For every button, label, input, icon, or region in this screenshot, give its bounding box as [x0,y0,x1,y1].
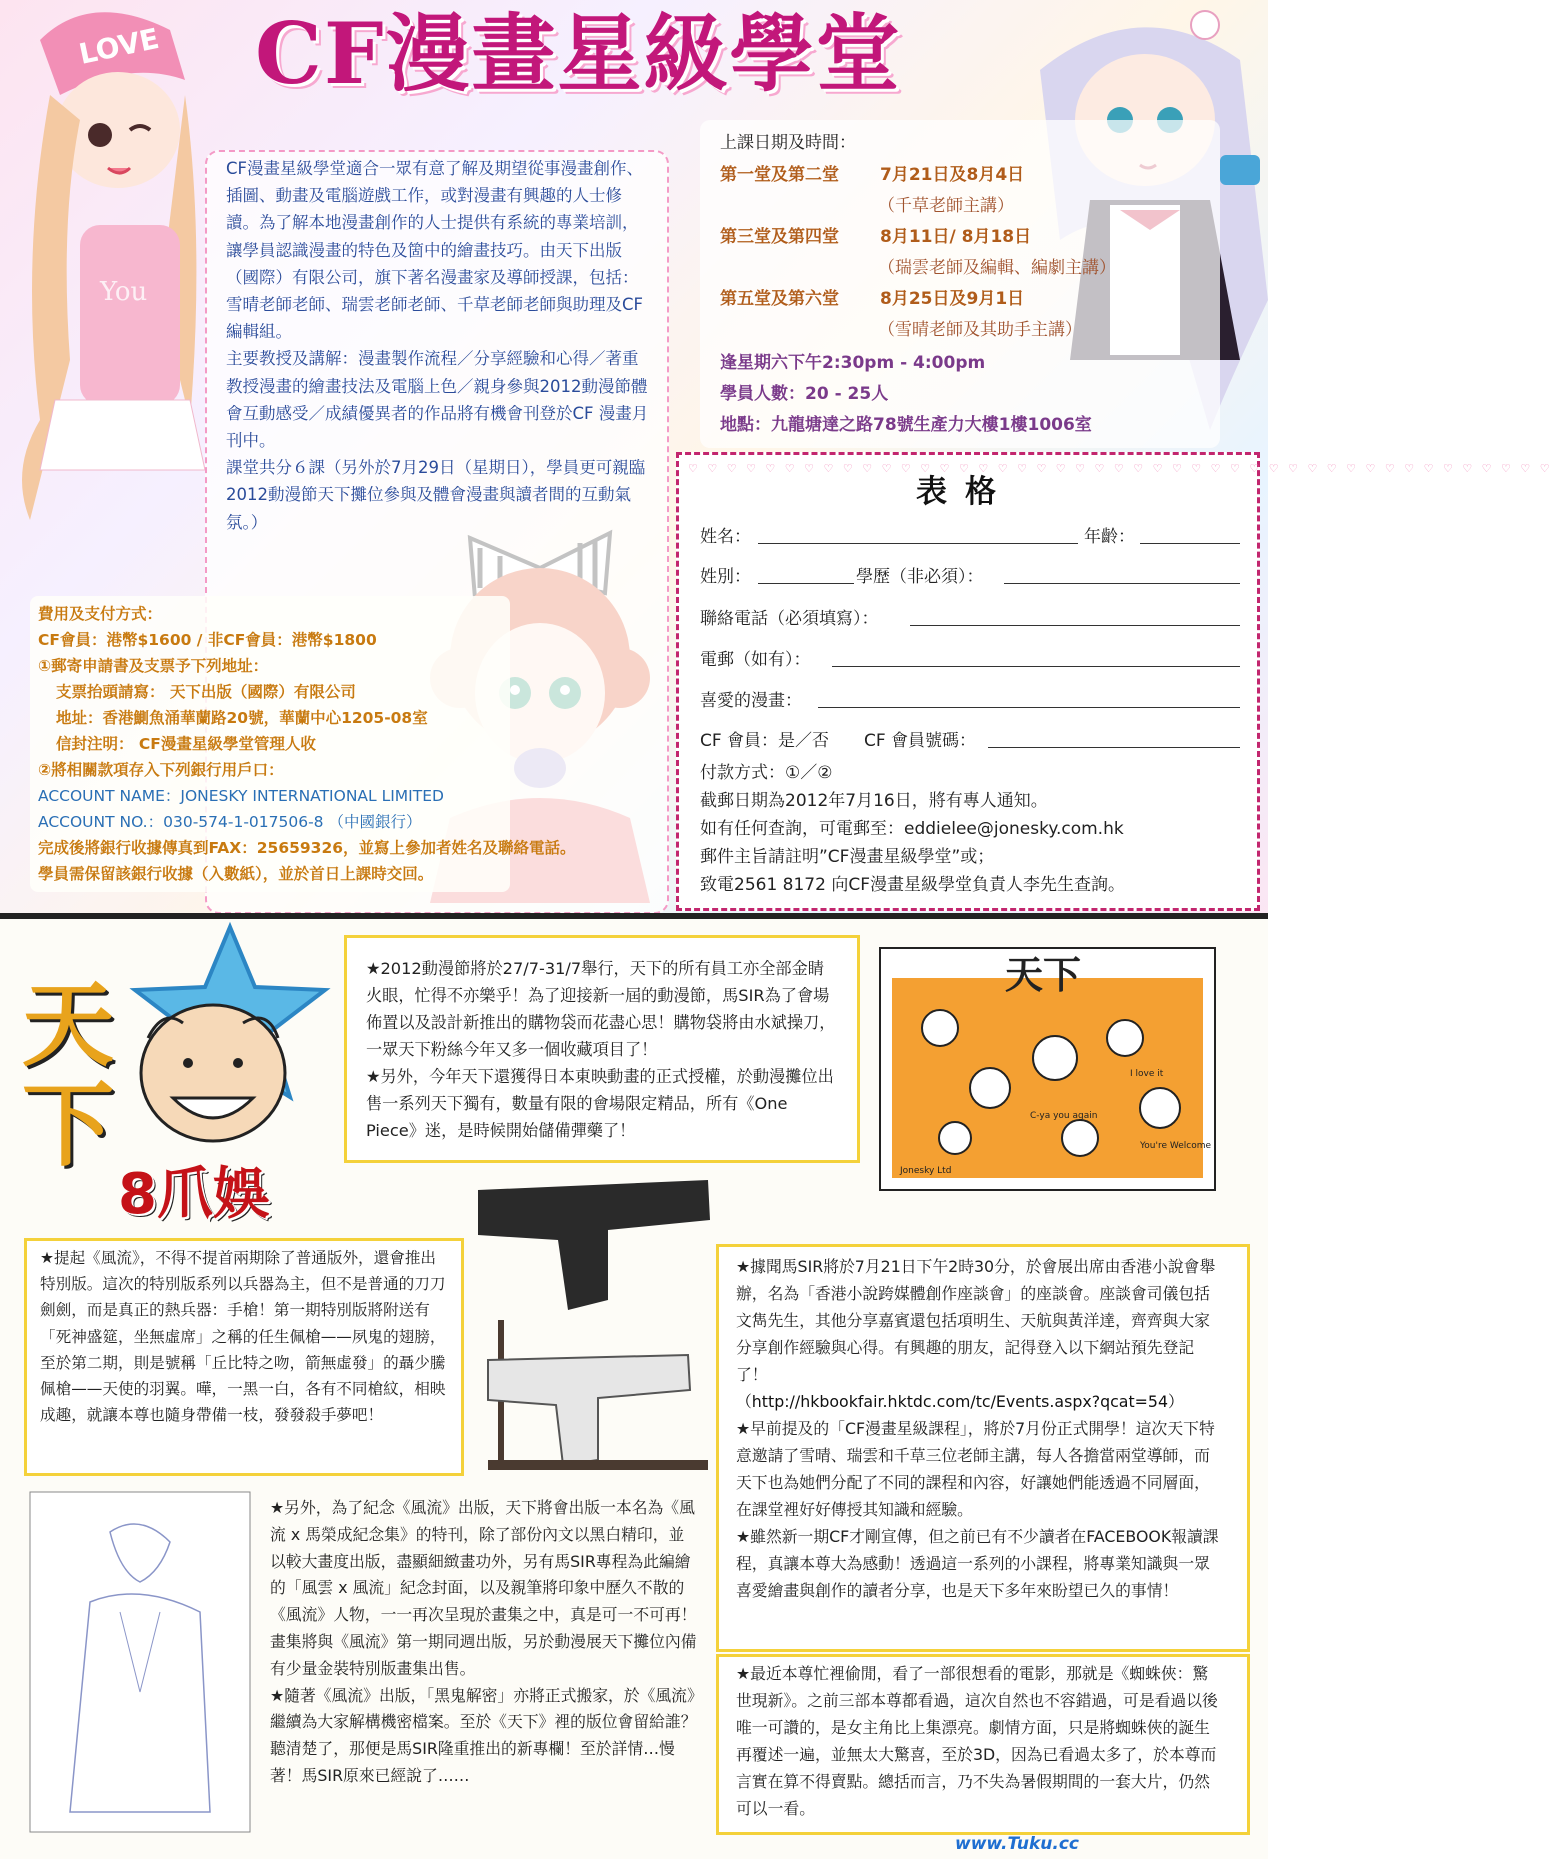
schedule-row-date: 7月21日及8月4日 [880,165,1025,185]
form-email-field[interactable] [832,666,1240,667]
svg-text:Jonesky Ltd: Jonesky Ltd [900,1166,952,1176]
schedule-row-label: 第一堂及第二堂 [720,165,839,185]
page-title: CF漫畫星級學堂 [255,4,902,103]
schedule-size: 學員人數：20 - 25人 [720,384,889,404]
form-member-label: CF 會員：是／否 [700,731,830,751]
form-phone-label: 聯絡電話（必須填寫）： [700,609,879,629]
schedule-time: 逢星期六下午2:30pm - 4:00pm [720,353,986,373]
form-education-field[interactable] [1004,583,1240,584]
schedule-row-label: 第五堂及第六堂 [720,289,839,309]
schedule-row-label: 第三堂及第四堂 [720,227,839,247]
character-sketch-illustration [30,1492,250,1832]
svg-text:I love it: I love it [1130,1069,1164,1079]
form-name-label: 姓名： [700,527,751,547]
schedule-row-note: （瑞雲老師及編輯、編劇主講） [878,258,1116,278]
form-subject: 郵件主旨請註明”CF漫畫星級學堂”或； [700,847,995,867]
intro-paragraph: 課堂共分６課（另外於7月29日（星期日），學員更可親臨2012動漫節天下攤位參與及體會漫畫與讀者間的互動氣氛。） [226,458,646,532]
eight-claw-logo: 8爪娛 [118,1162,269,1227]
news-text-5: ★最近本尊忙裡偷閒，看了一部很想看的電影，那就是《蜘蛛俠：驚世現新》。之前三部本尊都看過，這次自然也不容錯過，可是看過以後唯一可讚的，是女主角比上集漂亮。劇情方面，只是將蜘蛛俠的誕生再覆述一遍，並無太大驚喜，至於3D，因為已看過太多了，於本尊而言實在算不得賣點。總括而言，乃不失為暑假期間的一套大片，仍然可以一看。 [736,1664,1218,1818]
news-paragraph: ★雖然新一期CF才剛宣傳，但之前已有不少讀者在FACEBOOK報讀課程，真讓本尊大為感動！透過這一系列的小課程，將專業知識與一眾喜愛繪畫與創作的讀者分享，也是天下多年來盼望已久的事情！ [736,1527,1219,1600]
form-title: 表格 [916,474,1014,510]
payment-account-name: ACCOUNT NAME：JONESKY INTERNATIONAL LIMITED [38,787,444,805]
form-education-label: 學歷（非必須）： [856,567,984,587]
payment-fax: 完成後將銀行收據傳真到FAX：25659326，並寫上參加者姓名及聯絡電話。 [38,839,576,857]
svg-text:C-ya you again: C-ya you again [1030,1111,1098,1121]
form-deadline: 截郵日期為2012年7月16日，將有專人通知。 [700,791,1048,811]
schedule-venue: 地點：九龍塘達之路78號生產力大樓1樓1006室 [720,415,1092,435]
schedule-heading: 上課日期及時間： [720,133,856,153]
caricature-face-illustration [118,978,308,1158]
form-age-label: 年齡： [1084,527,1135,547]
form-phone-field[interactable] [910,625,1240,626]
news-text-4 [270,1495,698,1790]
payment-method-1: ①郵寄申請書及支票予下列地址： [38,657,269,675]
news-paragraph: ★據聞馬SIR將於7月21日下午2時30分，於會展出席由香港小說會舉辦，名為「香港小說跨媒體創作座談會」的座談會。座談會司儀包括文雋先生，其他分享嘉賓還包括項明生、天航與黃洋達，齊齊與大家分享創作經驗與心得。有興趣的朋友，記得登入以下網站預先登記了！ [736,1257,1216,1384]
news-text-1 [366,955,836,1144]
payment-address: 地址：香港鰂魚涌華蘭路20號，華蘭中心1205-08室 [56,709,428,727]
payment-method-2: ②將相關款項存入下列銀行用戶口： [38,761,284,779]
news-text-3 [736,1253,1224,1604]
payment-account-no: ACCOUNT NO.：030-574-1-017506-8 （中國銀行） [38,813,422,831]
news-url[interactable]: （http://hkbookfair.hktdc.com/tc/Events.aspx?qcat=54） [736,1392,1184,1411]
form-fav-field[interactable] [818,707,1240,708]
news-text-2: ★提起《風流》，不得不提首兩期除了普通版外，還會推出特別版。這次的特別版系列以兵器為主，但不是普通的刀刀劍劍，而是真正的熱兵器：手槍！第一期特別版將附送有「死神盛筵，坐無虛席」之稱的任生佩槍——夙鬼的翅膀，至於第二期，則是號稱「丘比特之吻，箭無虛發」的聶少騰佩槍——天使的羽翼。嘩，一黑一白，各有不同槍紋，相映成趣，就讓本尊也隨身帶備一枝，發發殺手夢吧！ [40,1249,446,1425]
svg-text:LOVE: LOVE [76,21,162,71]
news-paragraph: ★早前提及的「CF漫畫星級課程」，將於7月份正式開學！這次天下特意邀請了雪晴、瑞雲和千草三位老師主講，每人各擔當兩堂導師，而天下也為她們分配了不同的課程和內容，好讓她們能透過不同層面，在課堂裡好好傳授其知識和經驗。 [736,1419,1215,1519]
intro-paragraph: 主要教授及講解：漫畫製作流程／分享經驗和心得／著重教授漫畫的繪畫技法及電腦上色／親身參與2012動漫節體會互動感受／成績優異者的作品將有機會刊登於CF 漫畫月刊中。 [226,349,649,451]
svg-text:天下: 天下 [1005,952,1082,997]
footer-watermark-url[interactable]: www.Tuku.cc [955,1834,1080,1854]
svg-text:You: You [100,277,148,307]
schedule-row-date: 8月11日/ 8月18日 [880,227,1032,247]
schedule-row-note: （千草老師主講） [878,196,1014,216]
hearts-decoration: ♡ ♡ ♡ ♡ ♡ ♡ ♡ ♡ ♡ ♡ ♡ ♡ ♡ ♡ ♡ ♡ ♡ ♡ ♡ ♡ ♡ ♡ ♡ ♡ ♡ ♡ ♡ ♡ ♡ ♡ ♡ ♡ ♡ ♡ ♡ ♡ ♡ ♡ ♡ ♡ ♡ ♡ ♡ ♡ ♡ [688,462,1553,475]
svg-text:You're Welcome: You're Welcome [1140,1141,1212,1151]
payment-keep-receipt: 學員需保留該銀行收據（入數紙），並於首日上課時交回。 [38,865,434,883]
schedule-row-date: 8月25日及9月1日 [880,289,1025,309]
intro-paragraph: CF漫畫星級學堂適合一眾有意了解及期望從事漫畫創作、插圖、動畫及電腦遊戲工作，或對漫畫有興趣的人士修讀。為了解本地漫畫創作的人士提供有系統的專業培訓，讓學員認識漫畫的特色及箇中的繪畫技巧。由天下出版（國際）有限公司，旗下著名漫畫家及導師授課，包括：雪晴老師老師、瑞雲老師老師、千草老師老師與助理及CF編輯組。 [226,159,644,342]
tian-xia-logo: 天下 [22,971,115,1179]
form-age-field[interactable] [1140,543,1240,544]
form-email-label: 電郵（如有）： [700,650,811,670]
form-fav-label: 喜愛的漫畫： [700,691,802,711]
form-name-field[interactable] [758,543,1078,544]
form-pay-method: 付款方式：①／② [700,763,833,783]
payment-envelope: 信封注明： CF漫畫星級學堂管理人收 [56,735,316,753]
event-poster-illustration [880,948,1215,1190]
payment-fee: CF會員：港幣$1600 / 非CF會員：港幣$1800 [38,631,377,649]
form-member-no-label: CF 會員號碼： [864,731,977,751]
news-paragraph: ★另外，為了紀念《風流》出版，天下將會出版一本名為《風流 x 馬榮成紀念集》的特刊，除了部份內文以黑白精印，並以較大畫度出版，盡顯細緻畫功外，另有馬SIR專程為此編繪的「風雲 x 風流」紀念封面，以及親筆將印象中歷久不散的《風流》人物，一一再次呈現於畫集之中，真是可一不可再！畫集將與《風流》第一期同週出版，另於動漫展天下攤位內備有少量金裝特別版畫集出售。 [270,1498,697,1678]
news-paragraph: ★另外，今年天下還獲得日本東映動畫的正式授權，於動漫攤位出售一系列天下獨有，數量有限的會場限定精品，所有《One Piece》迷，是時候開始儲備彈藥了！ [366,1067,834,1140]
form-gender-label: 姓別： [700,567,751,587]
payment-payee: 支票抬頭請寫： 天下出版（國際）有限公司 [56,683,356,701]
form-member-no-field[interactable] [988,747,1240,748]
form-call: 致電2561 8172 向CF漫畫星級學堂負責人李先生查詢。 [700,875,1125,895]
intro-text [226,155,652,536]
news-paragraph: ★2012動漫節將於27/7-31/7舉行，天下的所有員工亦全部金睛火眼，忙得不亦樂乎！為了迎接新一屆的動漫節，馬SIR為了會場佈置以及設計新推出的購物袋而花盡心思！購物袋將由水斌操刀，一眾天下粉絲今年又多一個收藏項目了！ [366,959,836,1059]
girl-left-illustration [0,0,210,600]
payment-heading: 費用及支付方式： [38,605,163,623]
news-paragraph: ★隨著《風流》出版，「黑鬼解密」亦將正式搬家，於《風流》繼續為大家解構機密檔案。至於《天下》裡的版位會留給誰？聽清楚了，那便是馬SIR隆重推出的新專欄！至於詳情…慢著！馬SIR原來已經說了…… [270,1685,697,1785]
form-gender-field[interactable] [758,583,854,584]
form-enquiry: 如有任何查詢，可電郵至：eddielee@jonesky.com.hk [700,819,1124,839]
handgun-illustration [458,1160,728,1480]
schedule-row-note: （雪晴老師及其助手主講） [878,320,1082,340]
